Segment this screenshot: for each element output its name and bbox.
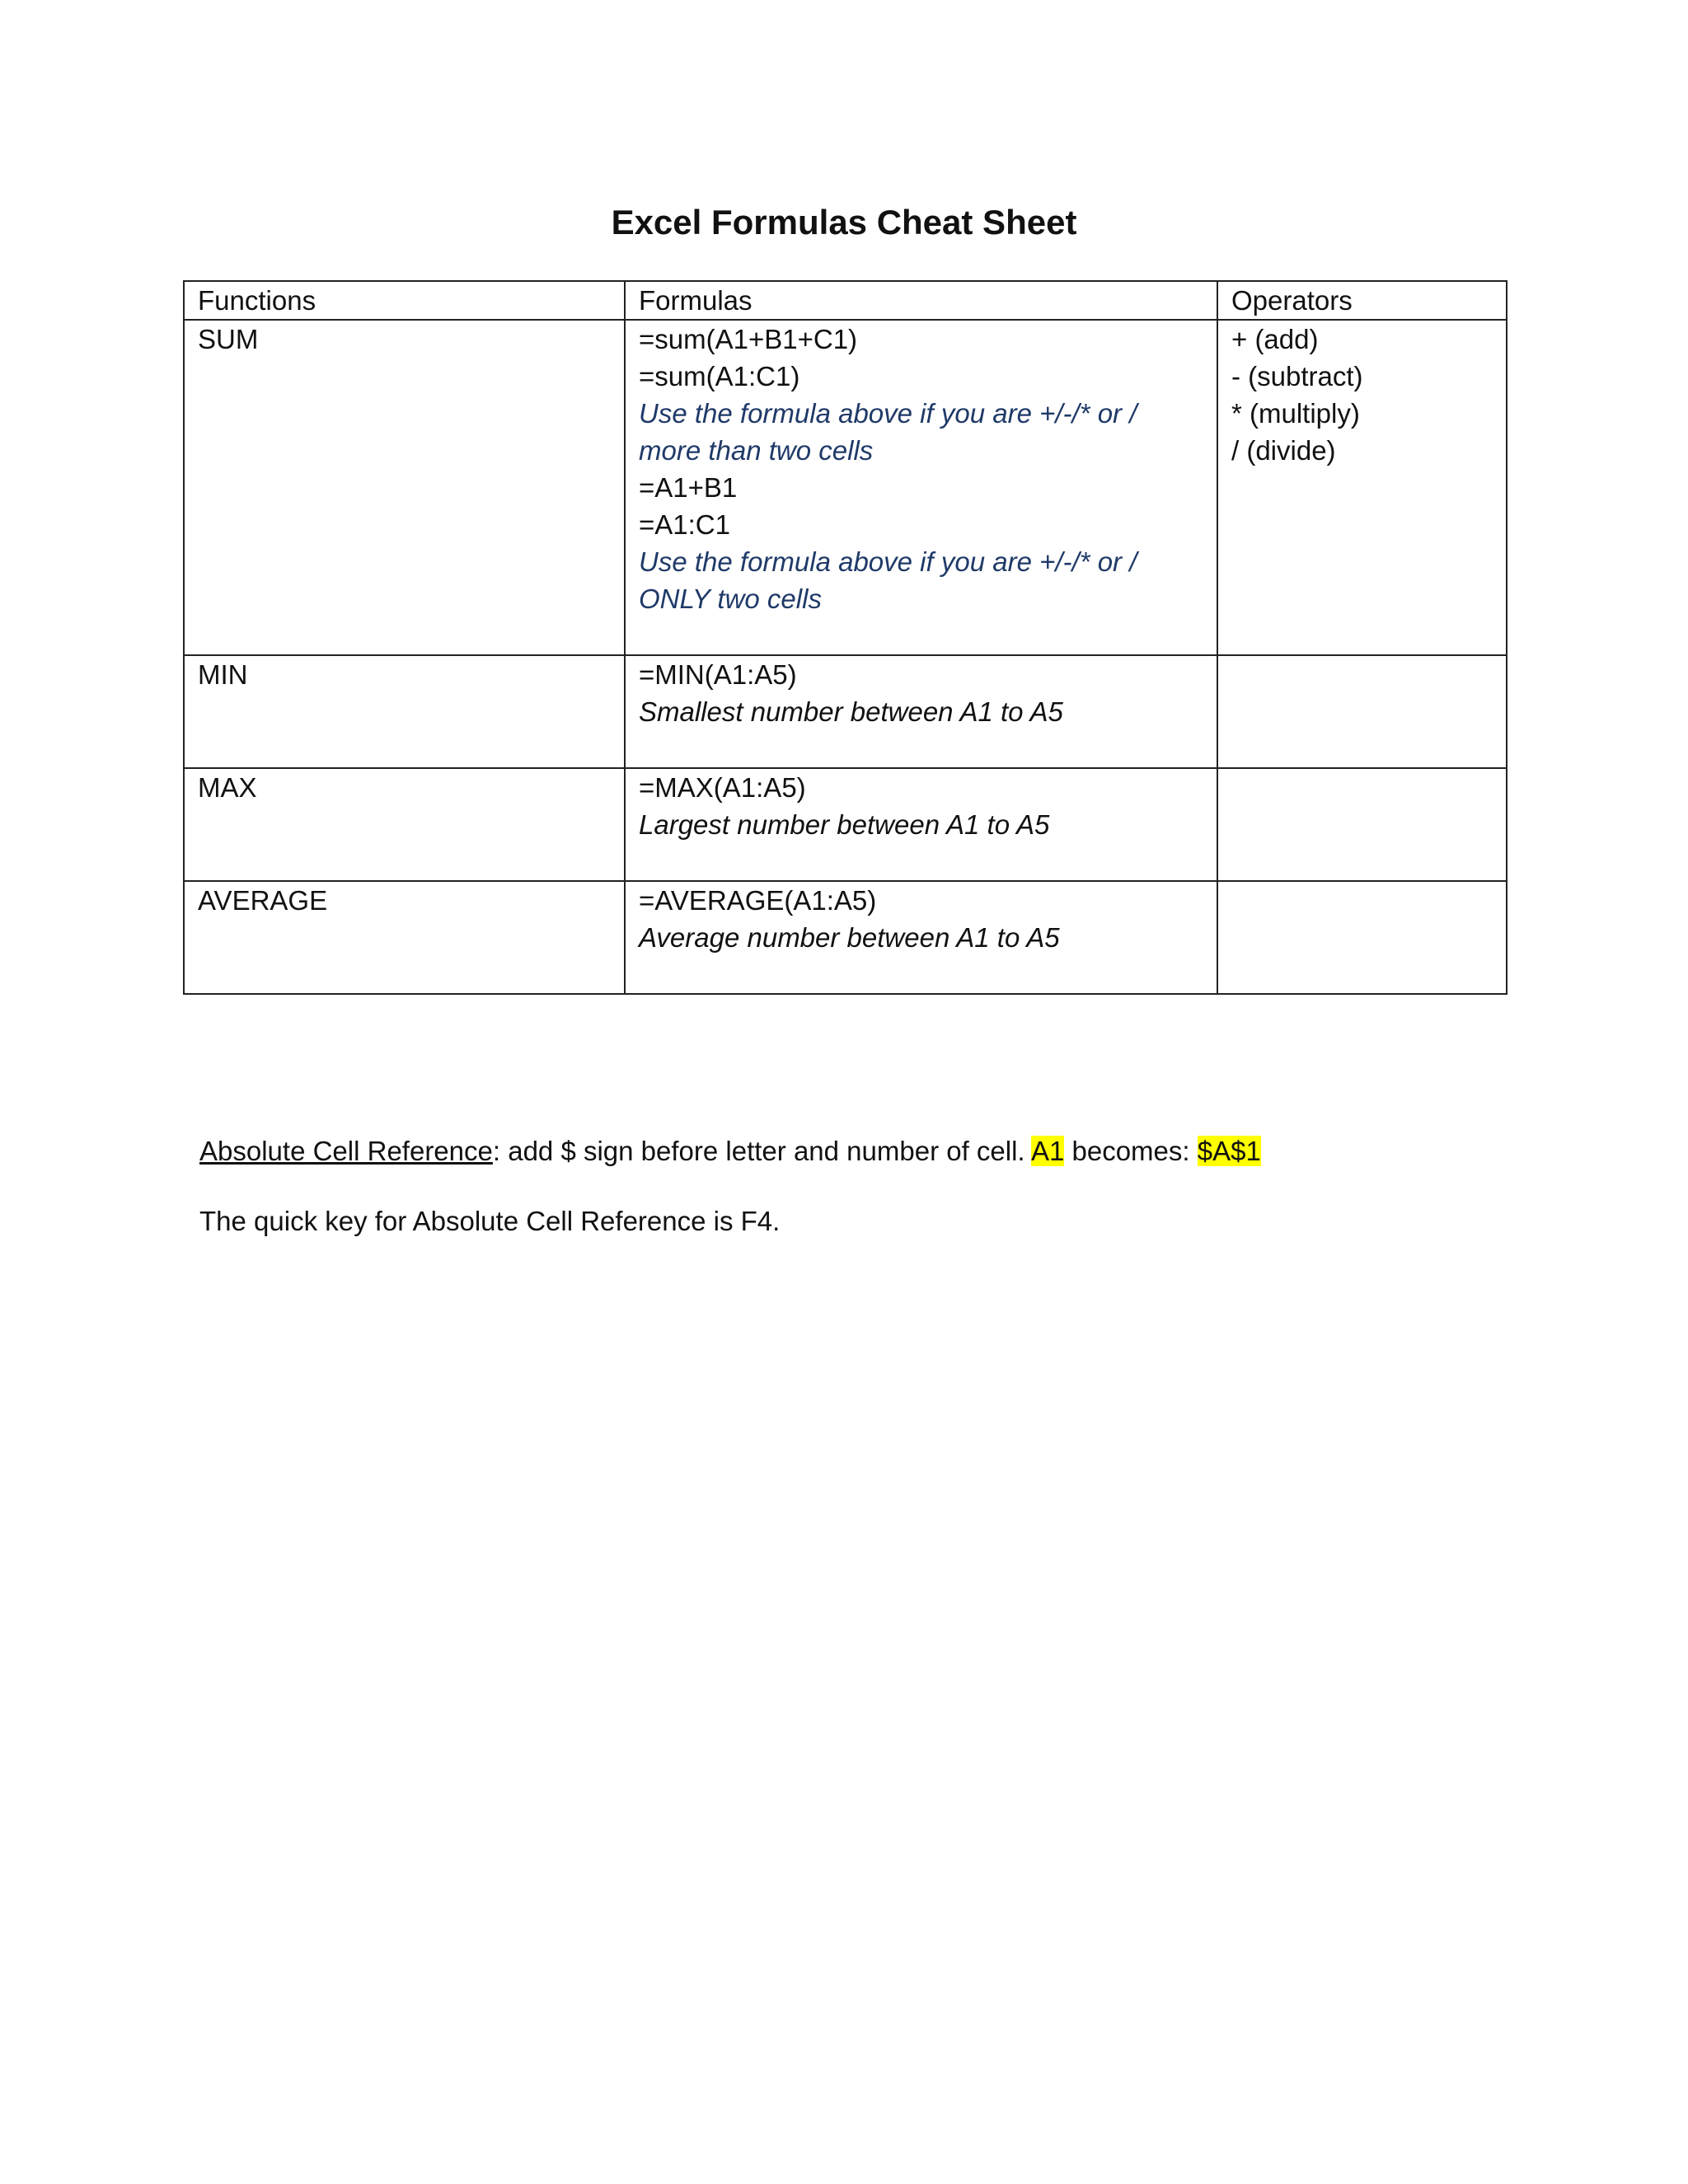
example-absolute-ref: $A$1 (1197, 1136, 1261, 1166)
absolute-reference-paragraph (199, 1132, 1261, 1169)
formula-cell-min (625, 655, 1217, 768)
header-formulas: Formulas (625, 281, 1217, 320)
operator-multiply: * (multiply) (1231, 398, 1360, 429)
absolute-reference-text: : add $ sign before letter and number of cell. (492, 1136, 1031, 1166)
header-functions: Functions (184, 281, 625, 320)
absolute-reference-label: Absolute Cell Reference (199, 1136, 493, 1166)
formula-note: Smallest number between A1 to A5 (639, 696, 1063, 727)
example-relative-ref: A1 (1030, 1136, 1065, 1166)
operators-cell-empty (1217, 655, 1507, 768)
formula-line: =MAX(A1:A5) (639, 772, 806, 803)
formula-line: =A1+B1 (639, 472, 738, 503)
table-header-row (184, 281, 1507, 320)
quick-key-paragraph: The quick key for Absolute Cell Reference is F4. (199, 1206, 781, 1236)
becomes-text: becomes: (1064, 1136, 1198, 1166)
function-cell-sum: SUM (184, 320, 625, 655)
formula-line: =sum(A1:C1) (639, 361, 800, 391)
formula-line: =AVERAGE(A1:A5) (639, 885, 877, 916)
formulas-table (183, 280, 1507, 995)
header-operators: Operators (1217, 281, 1507, 320)
formula-note: Average number between A1 to A5 (639, 922, 1060, 953)
function-cell-min: MIN (184, 655, 625, 768)
operator-divide: / (divide) (1231, 435, 1336, 466)
page-title: Excel Formulas Cheat Sheet (611, 203, 1077, 241)
formula-note: Largest number between A1 to A5 (639, 809, 1050, 840)
formula-cell-sum (625, 320, 1217, 655)
formula-line: =MIN(A1:A5) (639, 659, 797, 690)
table-row-average (184, 881, 1507, 994)
table-row-max (184, 768, 1507, 881)
formula-note: Use the formula above if you are +/-/* or / (639, 398, 1137, 429)
operator-add: + (add) (1231, 324, 1319, 354)
formula-line: =sum(A1+B1+C1) (639, 324, 858, 354)
formula-note: ONLY two cells (639, 583, 822, 614)
formula-note: Use the formula above if you are +/-/* or / (639, 546, 1137, 577)
table-row-min (184, 655, 1507, 768)
function-cell-average: AVERAGE (184, 881, 625, 994)
operators-cell-empty (1217, 881, 1507, 994)
formula-note: more than two cells (639, 435, 874, 466)
operator-subtract: - (subtract) (1231, 361, 1363, 391)
function-cell-max: MAX (184, 768, 625, 881)
operators-cell-empty (1217, 768, 1507, 881)
formula-cell-average (625, 881, 1217, 994)
operators-cell (1217, 320, 1507, 655)
table-row-sum (184, 320, 1507, 655)
formula-cell-max (625, 768, 1217, 881)
formula-line: =A1:C1 (639, 509, 730, 540)
